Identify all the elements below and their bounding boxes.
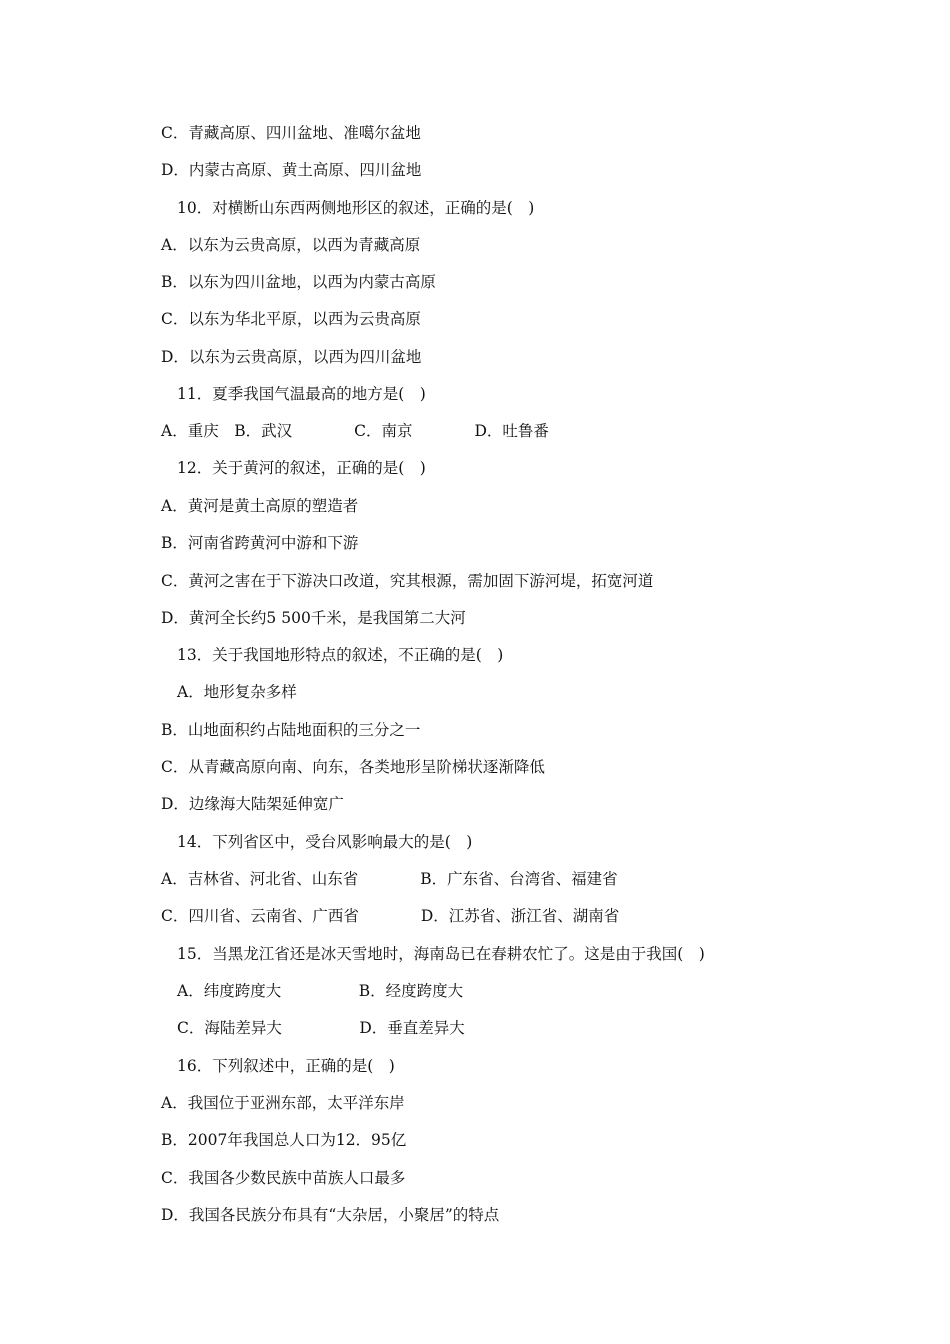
option-line: C．以东为华北平原，以西为云贵高原 [161,310,421,328]
question-line: 15．当黑龙江省还是冰天雪地时，海南岛已在春耕农忙了。这是由于我国( ) [177,945,705,963]
option-line: D．以东为云贵高原，以西为四川盆地 [161,348,422,366]
option-line: A．黄河是黄土高原的塑造者 [161,497,359,515]
option-line: D．边缘海大陆架延伸宽广 [161,795,344,813]
option-line: A．纬度跨度大 B．经度跨度大 [177,982,464,1000]
option-line: C．黄河之害在于下游决口改道，究其根源，需加固下游河堤，拓宽河道 [161,572,654,590]
option-line: D．黄河全长约5 500千米，是我国第二大河 [161,609,466,627]
option-line: B．以东为四川盆地，以西为内蒙古高原 [161,273,436,291]
option-line: A．我国位于亚洲东部，太平洋东岸 [161,1094,405,1112]
option-line: D．内蒙古高原、黄土高原、四川盆地 [161,161,422,179]
option-line: A．重庆 B．武汉 C．南京 D．吐鲁番 [161,422,549,440]
option-line: A．以东为云贵高原，以西为青藏高原 [161,236,421,254]
option-line: A．地形复杂多样 [177,683,297,701]
option-line: B．河南省跨黄河中游和下游 [161,534,359,552]
option-line: C．四川省、云南省、广西省 D．江苏省、浙江省、湖南省 [161,907,620,925]
option-line: C．从青藏高原向南、向东，各类地形呈阶梯状逐渐降低 [161,758,545,776]
question-line: 11．夏季我国气温最高的地方是( ) [177,385,426,403]
option-line: B．2007年我国总人口为12．95亿 [161,1131,407,1149]
option-line: D．我国各民族分布具有“大杂居，小聚居”的特点 [161,1206,500,1224]
option-line: B．山地面积约占陆地面积的三分之一 [161,721,421,739]
option-line: C．青藏高原、四川盆地、准噶尔盆地 [161,124,421,142]
question-line: 10．对横断山东西两侧地形区的叙述，正确的是( ) [177,199,535,217]
option-line: C．海陆差异大 D．垂直差异大 [177,1019,465,1037]
option-line: A．吉林省、河北省、山东省 B．广东省、台湾省、福建省 [161,870,618,888]
question-line: 13．关于我国地形特点的叙述，不正确的是( ) [177,646,504,664]
question-line: 12．关于黄河的叙述，正确的是( ) [177,459,426,477]
question-line: 16．下列叙述中，正确的是( ) [177,1057,395,1075]
question-line: 14．下列省区中，受台风影响最大的是( ) [177,833,473,851]
option-line: C．我国各少数民族中苗族人口最多 [161,1169,406,1187]
